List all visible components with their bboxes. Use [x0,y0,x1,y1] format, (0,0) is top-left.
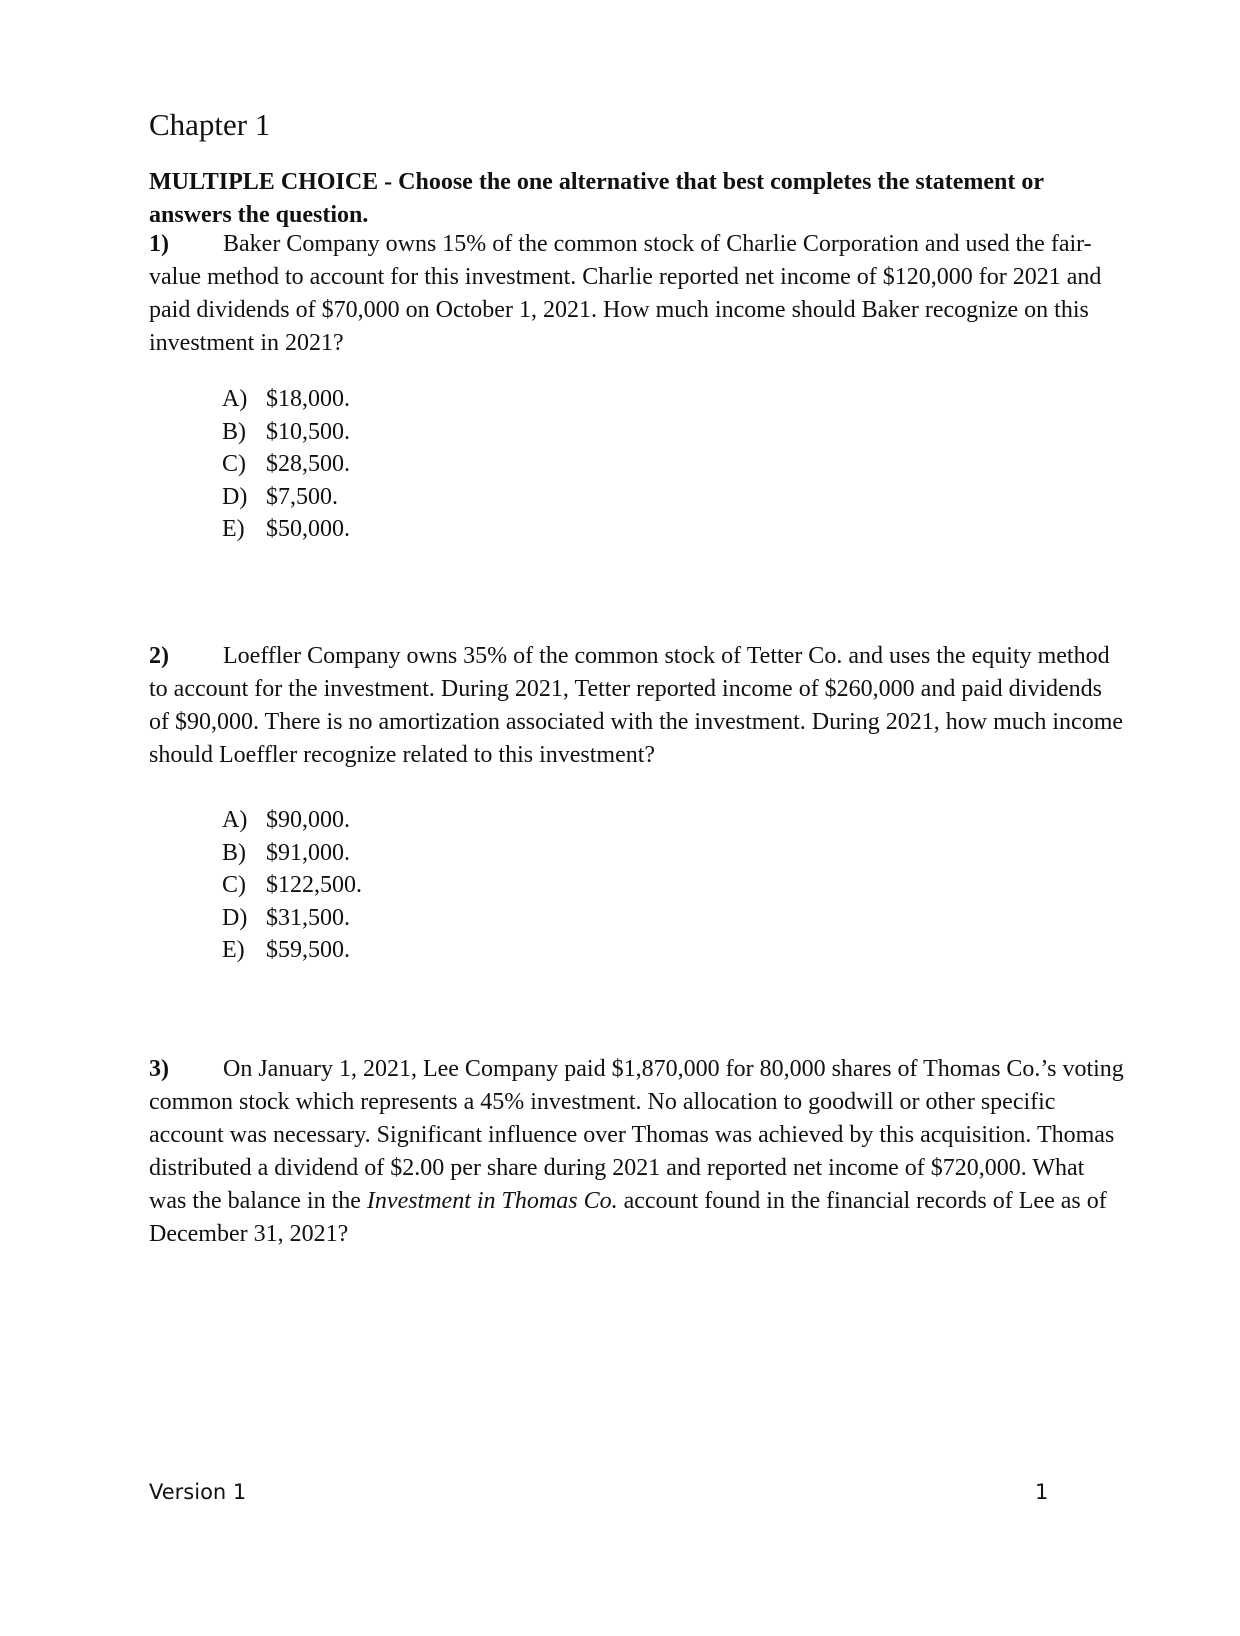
question-text: Baker Company owns 15% of the common stock of Charlie Corporation and used the fair-value method to account for this investment. Charlie reported net income of $120,000 for 2021 and paid dividends of $70,000 on October 1, 2021. How much income should Baker recognize on this investment in 2021? [149,231,1102,356]
page-number: 1 [1035,1480,1049,1504]
choice-item [222,869,362,902]
choice-letter: A) [222,807,248,833]
choice-value: $28,500. [266,451,350,477]
choice-item [222,902,362,935]
choice-letter: E) [222,937,245,963]
choice-value: $10,500. [266,418,350,445]
choice-letter: E) [222,516,245,542]
question-text-before: On January 1, 2021, Lee Company paid $1,870,000 for 80,000 shares of Thomas Co.’s voting common stock which represents a 45% investment. No allocation to goodwill or other specific account was necessary. Significant influence over Thomas was achieved by this acquisition. Thomas distributed a dividend of $2.00 per share during 2021 and reported net income of $720,000. What was the balance in the [149,1056,1124,1214]
question-number: 1) [149,231,169,257]
choice-item [222,837,362,870]
choice-item [222,383,350,416]
chapter-title: Chapter 1 [149,107,271,142]
choice-item [222,513,350,546]
choice-letter: D) [222,483,248,510]
choice-item [222,448,350,481]
question-text: Loeffler Company owns 35% of the common stock of Tetter Co. and uses the equity method to account for the investment. During 2021, Tetter reported income of $260,000 and paid dividends of $90,000. There is no amortization associated with the investment. During 2021, how much income should Loeffler recognize related to this investment? [149,643,1124,768]
choice-letter: D) [222,904,248,931]
choice-value: $90,000. [266,807,350,833]
choice-value: $31,500. [266,904,350,931]
question-2-choices [222,804,362,967]
choice-item [222,804,362,837]
instructions: MULTIPLE CHOICE - Choose the one alternative that best completes the statement or answers the question. [149,169,1044,228]
choice-item [222,934,362,967]
choice-value: $59,500. [266,937,350,963]
choice-letter: C) [222,451,246,477]
choice-item [222,481,350,514]
choice-value: $7,500. [266,483,338,510]
choice-value: $50,000. [266,516,350,542]
question-2 [149,640,1124,772]
question-text-italic: Investment in Thomas Co. [366,1188,618,1214]
footer-version: Version 1 [149,1480,247,1504]
choice-letter: C) [222,872,246,898]
question-number: 2) [149,643,169,669]
choice-item [222,416,350,449]
choice-letter: B) [222,418,246,445]
choice-letter: A) [222,386,248,412]
choice-letter: B) [222,839,246,866]
choice-value: $18,000. [266,386,350,412]
choice-value: $91,000. [266,839,350,866]
choice-value: $122,500. [266,872,362,898]
question-number: 3) [149,1056,169,1082]
question-1-choices [222,383,350,546]
question-text-after: account found in the financial records of Lee as of December 31, 2021? [149,1188,1107,1247]
question-3 [149,1053,1124,1251]
question-1 [149,228,1124,360]
